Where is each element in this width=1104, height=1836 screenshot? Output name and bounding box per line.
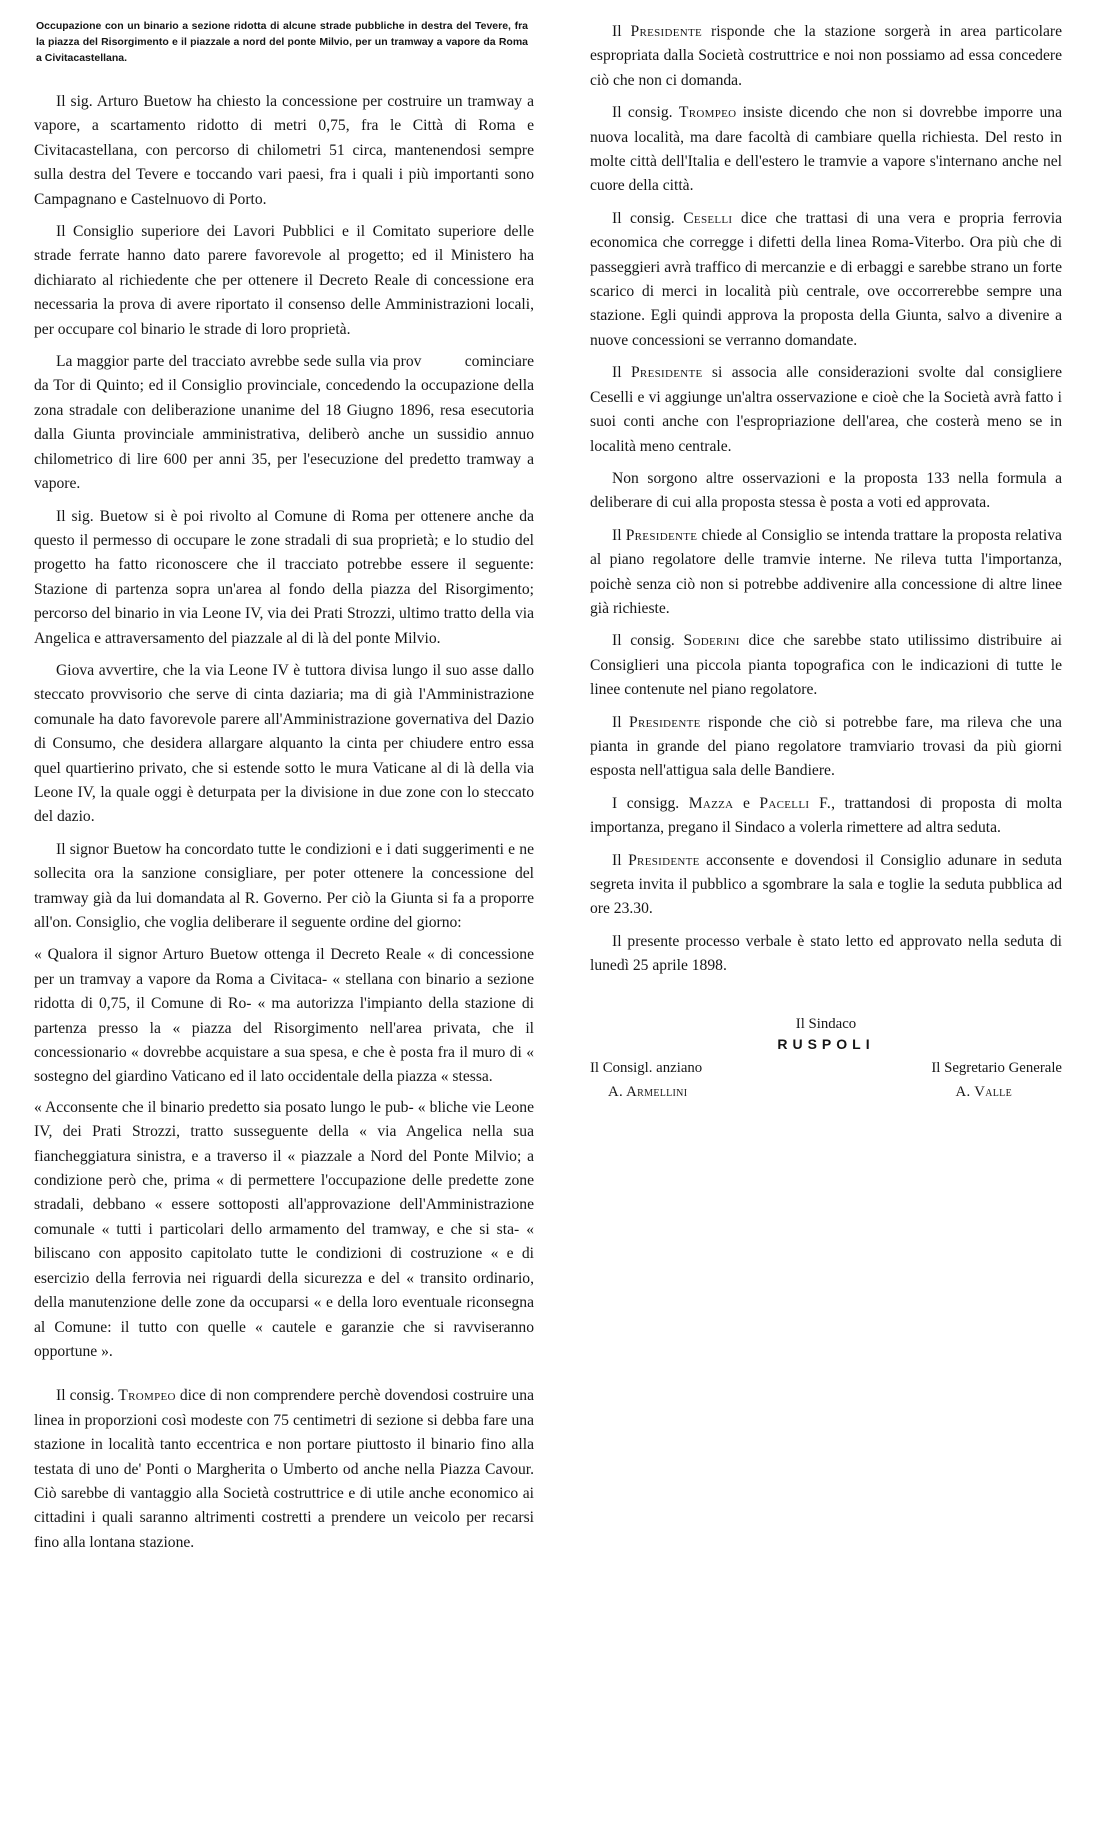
paragraph-r1: Il Presidente risponde che la stazione sorgerà in area particolare espropriata dalla Società costruttrice e noi non possiamo ad essa concedere ciò che non ci domanda. <box>590 23 1062 89</box>
paragraph-r2: Il consig. Trompeo insiste dicendo che non si dovrebbe imporre una nuova località, ma dare facoltà di cambiare quella richiesta. Del resto in molte città dell'Italia e dell'estero le tramvie a vapore s'internano anche nel cuore della città. <box>590 104 1062 195</box>
senior-councillor-name: A. Armellini <box>608 1083 688 1100</box>
speaker-name: Mazza <box>688 794 734 812</box>
paragraph-2: Il Consiglio superiore dei Lavori Pubblici e il Comitato superiore delle strade ferrate hanno dato parere favorevole al progetto; ed il Ministero ha dichiarato al richiedente che per ottenere il Decreto Reale di concessione era necessaria la prova di avere riportato il consenso delle Amministrazioni locali, per occupare col binario le strade di loro proprietà. <box>34 223 534 338</box>
speaker-name: Pacelli F. <box>759 794 832 812</box>
resolution-quote-2: « Acconsente che il binario predetto sia posato lungo le pub- « bliche vie Leone IV, dei Prati Strozzi, tratto susseguente della « via Angelica nella sua fiancheggiatura sinistra, e a traverso il « piazzale a Nord del Ponte Milvio; a condizione però che, prima « di permettere l'occupazione delle predette zone stradali, debbano « essere sottoposti all'approvazione dell'Amministrazione comunale « tutti i particolari dello armamento del tramway, e che si sta- « biliscano con apposito capitolato tutte le condizioni di costruzione « e di esercizio della ferrovia nei riguardi della sicurezza e del « transito ordinario, della manutenzione delle zone da occuparsi « e della loro eventuale riconsegna al Comune: il tutto con quelle « cautele e garanzie che si ravviseranno opportune ». <box>34 1098 534 1360</box>
paragraph-r9: I consigg. Mazza e Pacelli F., trattandosi di proposta di molta importanza, pregano il Sindaco a volerla rimettere ad altra seduta. <box>590 794 1063 837</box>
paragraph-6: Il signor Buetow ha concordato tutte le condizioni e i dati suggerimenti e ne sollecita ora la sanzione consigliare, per poter ottenere la concessione del tramway già da lui domandata al R. Governo. Per ciò la Giunta si fa a proporre all'on. Consiglio, che voglia deliberare il seguente ordine del giorno: <box>34 840 534 931</box>
speaker-name: Ceselli <box>683 209 733 227</box>
paragraph-r7: Il consig. Soderini dice che sarebbe stato utilissimo distribuire ai Consiglieri una piccola pianta topografica con le indicazioni di tutte le linee contenute nel piano regolatore. <box>590 632 1063 699</box>
speaker-name: Presidente <box>628 851 700 869</box>
paragraph-r4: Il Presidente si associa alle considerazioni svolte dal consigliere Ceselli e vi aggiunge un'altra osservazione e cioè che la Società avrà fatto i suoi conti anche con l'espropriazione dell'area, che costerà meno se in località meno centrale. <box>590 364 1062 455</box>
speaker-name: Trompeo <box>678 104 737 122</box>
section-heading: Occupazione con un binario a sezione ridotta di alcune strade pubbliche in destra del Tevere, fra la piazza del Risorgimento e il piazzale a nord del ponte Milvio, per un tramway a vapore da Roma a Civitacastellana. <box>36 20 528 64</box>
paragraph-r3: Il consig. Ceselli dice che trattasi di una vera e propria ferrovia economica che corregge i difetti della linea Roma-Viterbo. Ora più che di passeggieri avrà traffico di mercanzie e di erbaggi e sarebbe strano un forte scarico di merci in località più centrale, ove occorrerebbe sempre una stazione. Egli quindi approva la proposta della Giunta, salvo a divenire a nuove concessioni se verranno domandate. <box>590 209 1063 349</box>
paragraph-3: La maggior parte del tracciato avrebbe sede sulla via prov cominciare da Tor di Quinto; ed il Consiglio provinciale, concedendo la occupazione della zona stradale con deliberazione unanime del 18 Giugno 1896, resa esecutoria dalla Giunta provinciale amministrativa, deliberò anche un sussidio annuo chilometrico di lire 600 per anni 35, per l'esecuzione del predetto tramway a vapore. <box>34 353 538 493</box>
speaker-name: Trompeo <box>118 1387 176 1405</box>
mayor-name: RUSPOLI <box>777 1035 875 1052</box>
paragraph-r6: Il Presidente chiede al Consiglio se intenda trattare la proposta relativa al piano regolatore delle tramvie interne. Ne rileva tutta l'importanza, poichè senza ciò non si potrebbe addivenire alla concessione di altre linee già richieste. <box>590 526 1062 617</box>
signature-block <box>590 1013 1062 1133</box>
paragraph-1: Il sig. Arturo Buetow ha chiesto la concessione per costruire un tramway a vapore, a scartamento ridotto di metri 0,75, fra le Città di Roma e Civitacastellana, con percorso di chilometri 51 circa, mantenendosi sempre sulla destra del Tevere e toccando vari paesi, fra i quali i più importanti sono Campagnano e Castelnuovo di Porto. <box>34 93 534 208</box>
speaker-name: Presidente <box>630 364 703 382</box>
paragraph-r8: Il Presidente risponde che ciò si potrebbe fare, ma rileva che una pianta in grande del piano regolatore tramviario trovasi da più giorni esposta nell'attigua sala delle Bandiere. <box>590 713 1062 780</box>
paragraph-4: Il sig. Buetow si è poi rivolto al Comune di Roma per ottenere anche da questo il permesso di occupare le zone stradali di sua proprietà; e lo studio del progetto ha fatto riconoscere che il tracciato potrebbe essere il seguente: Stazione di partenza sopra un'area al fondo della piazza del Risorgimento; percorso del binario in via Leone IV, via dei Prati Strozzi, ultimo tratto della via Angelica e attraversamento del piazzale al di là del ponte Milvio. <box>34 507 534 647</box>
paragraph-trompeo: Il consig. Trompeo dice di non comprendere perchè dovendosi costruire una linea in proporzioni così modeste con 75 centimetri di sezione si debba fare una stazione in località tanto eccentrica e non portare piuttosto il binario fino alla testata di uno de' Ponti o Margherita o Umberto od anche nella Piazza Cavour. Ciò sarebbe di vantaggio alla Società costruttrice e di utile anche economico ai cittadini i quali saranno altrimenti costretti a prendere un veicolo per recarsi fino alla lontana stazione. <box>34 1387 534 1551</box>
speaker-name: Soderini <box>683 632 740 650</box>
paragraph-r10: Il Presidente acconsente e dovendosi il Consiglio adunare in seduta segreta invita il pubblico a sgombrare la sala e toglie la seduta pubblica ad ore 23.30. <box>590 851 1062 918</box>
mayor-title: Il Sindaco <box>795 1015 857 1032</box>
paragraph-r5: Non sorgono altre osservazioni e la proposta 133 nella formula a deliberare di cui alla proposta stessa è posta a voti ed approvata. <box>590 469 1062 512</box>
resolution-quote-1: « Qualora il signor Arturo Buetow ottenga il Decreto Reale « di concessione per un tramvay a vapore da Roma a Civitaca- « stellana con binario a sezione ridotta di 0,75, il Comune di Ro- « ma autorizza l'impianto della stazione di partenza presso la « piazza del Risorgimento nell'area privata, che il concessionario « dovrebbe acquistare a sua spesa, e che è posta fra il muro di « sostegno del giardino Vaticano ed il lato occidentale della piazza « stessa. <box>34 946 534 1086</box>
secretary-general-name: A. Valle <box>955 1083 1012 1100</box>
paragraph-r11: Il presente processo verbale è stato letto ed approvato nella seduta di lunedì 25 aprile 1898. <box>590 932 1062 975</box>
right-column <box>590 20 1062 1133</box>
senior-councillor-title: Il Consigl. anziano <box>590 1059 703 1076</box>
speaker-name: Presidente <box>625 526 698 544</box>
paragraph-5: Giova avvertire, che la via Leone IV è tuttora divisa lungo il suo asse dallo steccato provvisorio che serve di cinta daziaria; ma di già l'Amministrazione comunale ha dato favorevole parere all'Amministrazione governativa del Dazio di Consumo, che desidera allargare alquanto la cinta per chiudere entro essa quel quartierino privato, che si estende sotto le mura Vaticane al di là della via Leone IV, la quale oggi è deturpata per la divisione in due zone con lo steccato del dazio. <box>34 661 534 826</box>
left-column <box>34 18 538 1563</box>
secretary-general-title: Il Segretario Generale <box>931 1059 1062 1076</box>
speaker-name: Presidente <box>629 713 701 731</box>
speaker-name: Presidente <box>630 23 703 40</box>
